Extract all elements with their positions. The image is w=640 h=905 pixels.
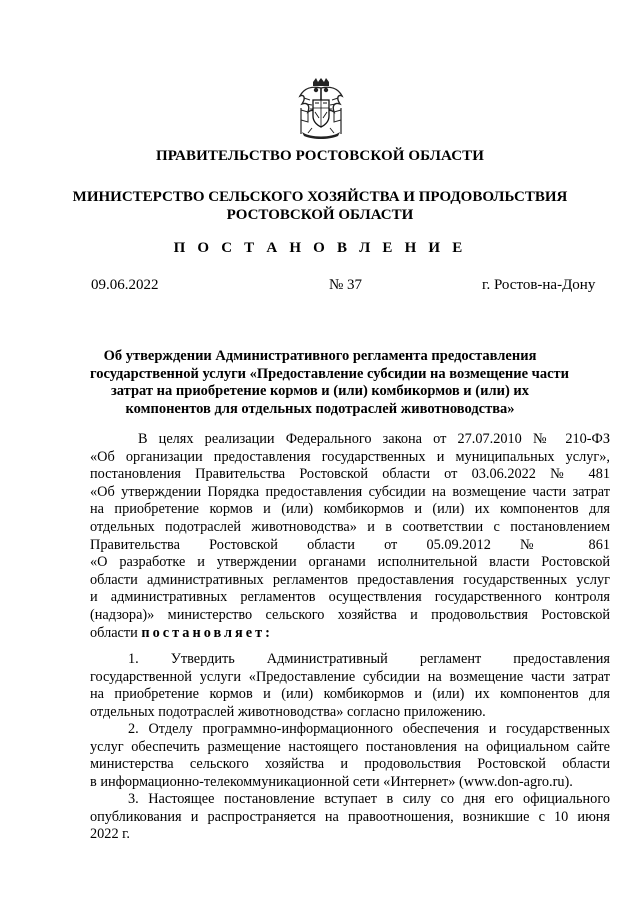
operative-verb: постановляет: [141, 624, 273, 641]
text-line: постановления Правительства Ростовской области от 03.06.2022 № 481 [90, 466, 610, 483]
document-city: г. Ростов-на-Дону [482, 277, 596, 293]
text-line: опубликования и распространяется на правоотношения, возникшие с 10 июня [90, 808, 610, 825]
item-1-paragraph [90, 651, 610, 721]
text-line: услуг обеспечить размещение настоящего постановления на официальном сайте [90, 738, 610, 755]
ministry-title [40, 188, 600, 224]
text-line: «Об утверждении Порядка предоставления субсидии на возмещение части затрат [90, 483, 610, 500]
text-line: министерства сельского хозяйства и продовольствия Ростовской области [90, 756, 610, 773]
document-subject [90, 348, 569, 418]
subject-line: затрат на приобретение кормов и (или) комбикормов и (или) их [110, 383, 530, 400]
text-line: отдельных подотраслей животноводства» согласно приложению. [90, 703, 486, 720]
text-line: «О разработке и утверждении органами исполнительной власти Ростовской [90, 554, 610, 571]
text-line: области административных регламентов предоставления государственных услуг [90, 571, 610, 588]
text-line: на приобретение кормов и (или) комбикормов и (или) их компонентов для [90, 501, 610, 518]
document-date: 09.06.2022 [91, 277, 159, 293]
text-line: «Об организации предоставления государственных и муниципальных услуг», [90, 448, 610, 465]
text-line: (надзора)» министерство сельского хозяйства и продовольствия Ростовской [90, 606, 610, 623]
text-line [90, 625, 610, 643]
text-line: отдельных подотраслей животноводства» и в соответствии с постановлением [90, 518, 610, 535]
text-line: 1. Утвердить Административный регламент предоставления [128, 651, 610, 667]
text-line: 2. Отделу программно-информационного обеспечения и государственных [128, 721, 610, 737]
text-line: 2022 г. [90, 826, 130, 843]
text-line: на приобретение кормов и (или) комбикормов и (или) их компонентов для [90, 686, 610, 703]
preamble-paragraph [90, 431, 610, 642]
ministry-title-line: МИНИСТЕРСТВО СЕЛЬСКОГО ХОЗЯЙСТВА И ПРОДОВОЛЬСТВИЯ [72, 189, 568, 205]
document-number: № 37 [329, 277, 363, 293]
subject-line: компонентов для отдельных подотраслей животноводства» [125, 400, 515, 417]
text-line: 3. Настоящее постановление вступает в силу со дня его официального [128, 791, 610, 807]
ministry-title-line: РОСТОВСКОЙ ОБЛАСТИ [226, 207, 414, 223]
government-title: ПРАВИТЕЛЬСТВО РОСТОВСКОЙ ОБЛАСТИ [155, 148, 485, 164]
text-fragment: области [90, 624, 138, 641]
text-line: В целях реализации Федерального закона от 27.07.2010 № 210-ФЗ [138, 431, 610, 447]
text-line: государственной услуги «Предоставление субсидии на возмещение части затрат [90, 668, 610, 685]
item-2-paragraph [90, 721, 610, 791]
subject-line: государственной услуги «Предоставление субсидии на возмещение части [90, 365, 569, 382]
coat-of-arms-emblem [298, 78, 344, 140]
text-line: в информационно-телекоммуникационной сети «Интернет» (www.don-agro.ru). [90, 773, 573, 790]
item-3-paragraph [90, 791, 610, 844]
subject-line: Об утверждении Административного регламента предоставления [103, 348, 537, 364]
text-line: и административных регламентов осуществления государственного контроля [90, 589, 610, 606]
text-line: Правительства Ростовской области от 05.09.2012 № 861 [90, 536, 610, 553]
document-type-heading: П О С Т А Н О В Л Е Н И Е [173, 240, 467, 256]
